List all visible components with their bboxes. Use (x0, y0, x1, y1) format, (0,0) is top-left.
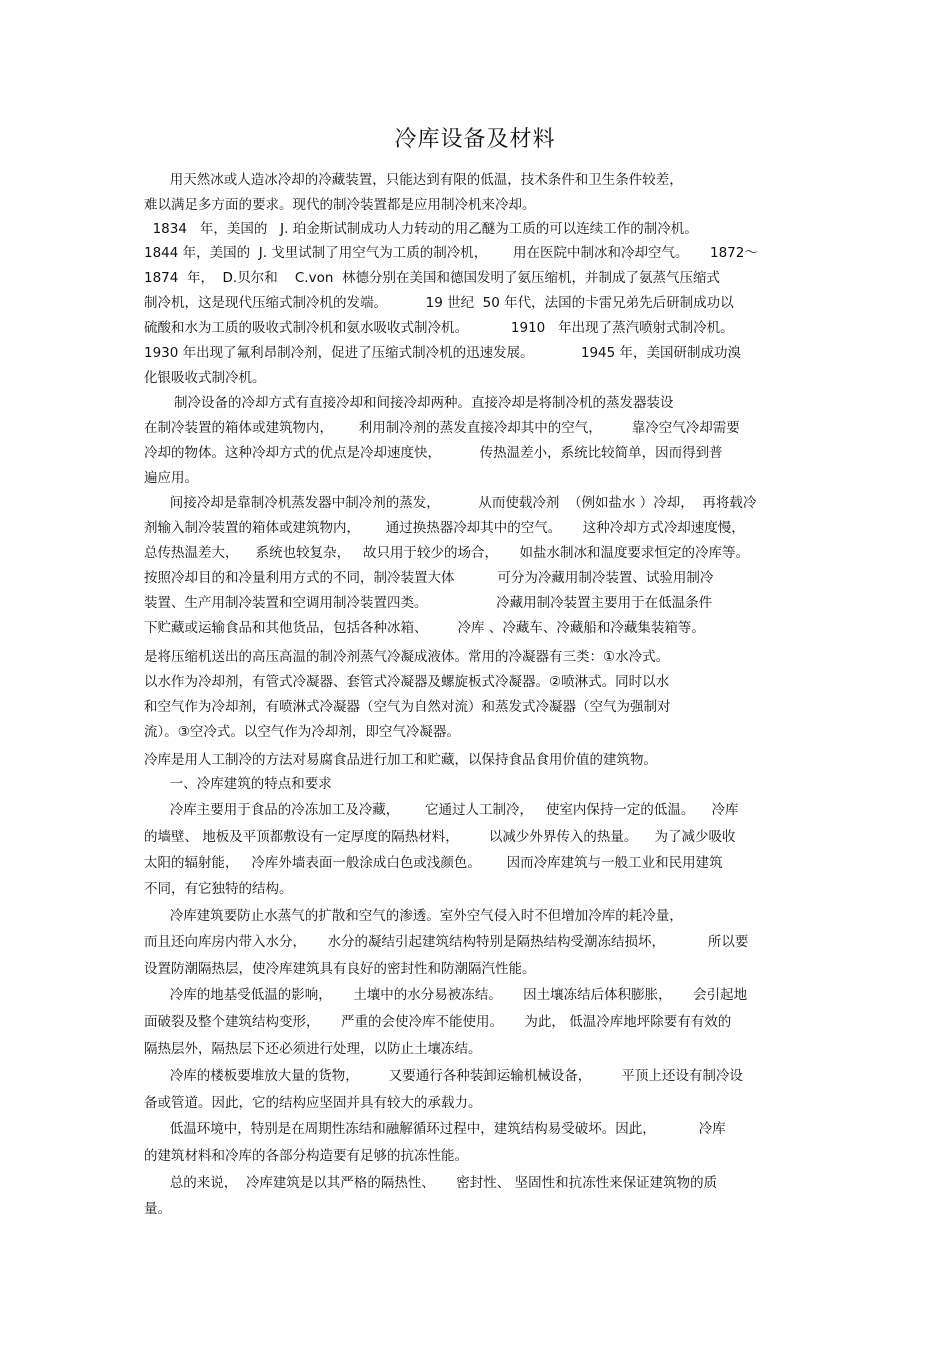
text-line: 用天然冰或人造冰冷却的冷藏装置，只能达到有限的低温，技术条件和卫生条件较差， (144, 172, 683, 188)
text-line: 化银吸收式制冷机。 (144, 370, 266, 386)
text-line: 是将压缩机送出的高压高温的制冷剂蒸气冷凝成液体。常用的冷凝器有三类：①水冷式。 (144, 649, 670, 665)
text-line: 难以满足多方面的要求。现代的制冷装置都是应用制冷机来冷却。 (144, 197, 536, 213)
text-line: 在制冷装置的箱体或建筑物内， 利用制冷剂的蒸发直接冷却其中的空气， 靠冷空气冷却需要 (144, 420, 740, 436)
text-line: 备或管道。因此，它的结构应坚固并具有较大的承载力。 (144, 1095, 482, 1111)
text-line: 隔热层外，隔热层下还必须进行处理，以防止土壤冻结。 (144, 1041, 482, 1057)
text-line: 硫酸和水为工质的吸收式制冷机和氨水吸收式制冷机。 1910 年出现了蒸汽喷射式制冷机。 (144, 320, 734, 336)
text-line: 不同，有它独特的结构。 (144, 881, 293, 897)
document-title: 冷库设备及材料 (394, 127, 556, 152)
text-line: 面破裂及整个建筑结构变形， 严重的会使冷库不能使用。 为此， 低温冷库地坪除要有有效的 (144, 1014, 732, 1030)
text-line: 按照冷却目的和冷量利用方式的不同，制冷装置大体 可分为冷藏用制冷装置、试验用制冷 (144, 570, 714, 586)
text-line: 冷库的楼板要堆放大量的货物， 又要通行各种装卸运输机械设备， 平顶上还设有制冷设 (144, 1068, 743, 1084)
text-line: 冷库的地基受低温的影响， 土壤中的水分易被冻结。 因土壤冻结后体积膨胀， 会引起地 (144, 987, 748, 1003)
text-line: 的墙壁、 地板及平顶都敷设有一定厚度的隔热材料， 以减少外界传入的热量。 为了减少吸收 (144, 829, 736, 845)
text-line: 1834 年，美国的 J. 珀金斯试制成功人力转动的用乙醚为工质的可以连续工作的制冷机。 (144, 221, 698, 237)
text-line: 和空气作为冷却剂，有喷淋式冷凝器（空气为自然对流）和蒸发式冷凝器（空气为强制对 (144, 699, 671, 715)
text-line: 1844 年，美国的 J. 戈里试制了用空气为工质的制冷机， 用在医院中制冰和冷却空气。 1872～ (144, 245, 758, 261)
text-line: 下贮藏或运输食品和其他货品，包括各种冰箱、 冷库 、冷藏车、冷藏船和冷藏集装箱等。 (144, 620, 705, 636)
text-line: 1874 年， D.贝尔和 C.von 林德分别在美国和德国发明了氨压缩机，并制成了氨蒸气压缩式 (144, 270, 720, 286)
text-line: 装置、生产用制冷装置和空调用制冷装置四类。 冷藏用制冷装置主要用于在低温条件 (144, 595, 713, 611)
text-line: 制冷设备的冷却方式有直接冷却和间接冷却两种。直接冷却是将制冷机的蒸发器装设 (144, 395, 674, 411)
text-line: 冷库主要用于食品的冷冻加工及冷藏， 它通过人工制冷， 使室内保持一定的低温。 冷库 (144, 802, 739, 818)
text-line: 间接冷却是靠制冷机蒸发器中制冷剂的蒸发， 从而使载冷剂 （例如盐水 ）冷却， 再将载冷 (144, 495, 757, 511)
text-line: 冷库是用人工制冷的方法对易腐食品进行加工和贮藏，以保持食品食用价值的建筑物。 (144, 752, 657, 768)
text-line: 设置防潮隔热层，使冷库建筑具有良好的密封性和防潮隔汽性能。 (144, 961, 536, 977)
text-line: 冷却的物体。这种冷却方式的优点是冷却速度快， 传热温差小，系统比较简单，因而得到普 (144, 445, 723, 461)
text-line: 量。 (144, 1201, 171, 1217)
text-line: 制冷机，这是现代压缩式制冷机的发端。 19 世纪 50 年代，法国的卡雷兄弟先后研制成功以 (144, 295, 734, 311)
text-line: 流）。③空冷式。以空气作为冷却剂，即空气冷凝器。 (144, 724, 460, 740)
text-line: 冷库建筑要防止水蒸气的扩散和空气的渗透。室外空气侵入时不但增加冷库的耗冷量， (144, 908, 683, 924)
text-line: 低温环境中，特别是在周期性冻结和融解循环过程中，建筑结构易受破坏。因此， 冷库 (144, 1121, 726, 1137)
text-line: 遍应用。 (144, 470, 198, 486)
text-line: 1930 年出现了氟利昂制冷剂，促进了压缩式制冷机的迅速发展。 1945 年，美国研制成功溴 (144, 345, 741, 361)
text-line: 以水作为冷却剂，有管式冷凝器、套管式冷凝器及螺旋板式冷凝器。②喷淋式。同时以水 (144, 674, 670, 690)
text-line: 的建筑材料和冷库的各部分构造要有足够的抗冻性能。 (144, 1148, 468, 1164)
text-line: 剂输入制冷装置的箱体或建筑物内， 通过换热器冷却其中的空气。 这种冷却方式冷却速度慢， (144, 520, 745, 536)
text-line: 总传热温差大， 系统也较复杂， 故只用于较少的场合， 如盐水制冰和温度要求恒定的冷库等。 (144, 545, 749, 561)
text-line: 总的来说， 冷库建筑是以其严格的隔热性、 密封性、 坚固性和抗冻性来保证建筑物的质 (144, 1175, 718, 1191)
text-line: 一、冷库建筑的特点和要求 (144, 776, 332, 792)
text-line: 而且还向库房内带入水分， 水分的凝结引起建筑结构特别是隔热结构受潮冻结损坏， 所以要 (144, 934, 749, 950)
text-line: 太阳的辐射能， 冷库外墙表面一般涂成白色或浅颜色。 因而冷库建筑与一般工业和民用建筑 (144, 855, 723, 871)
